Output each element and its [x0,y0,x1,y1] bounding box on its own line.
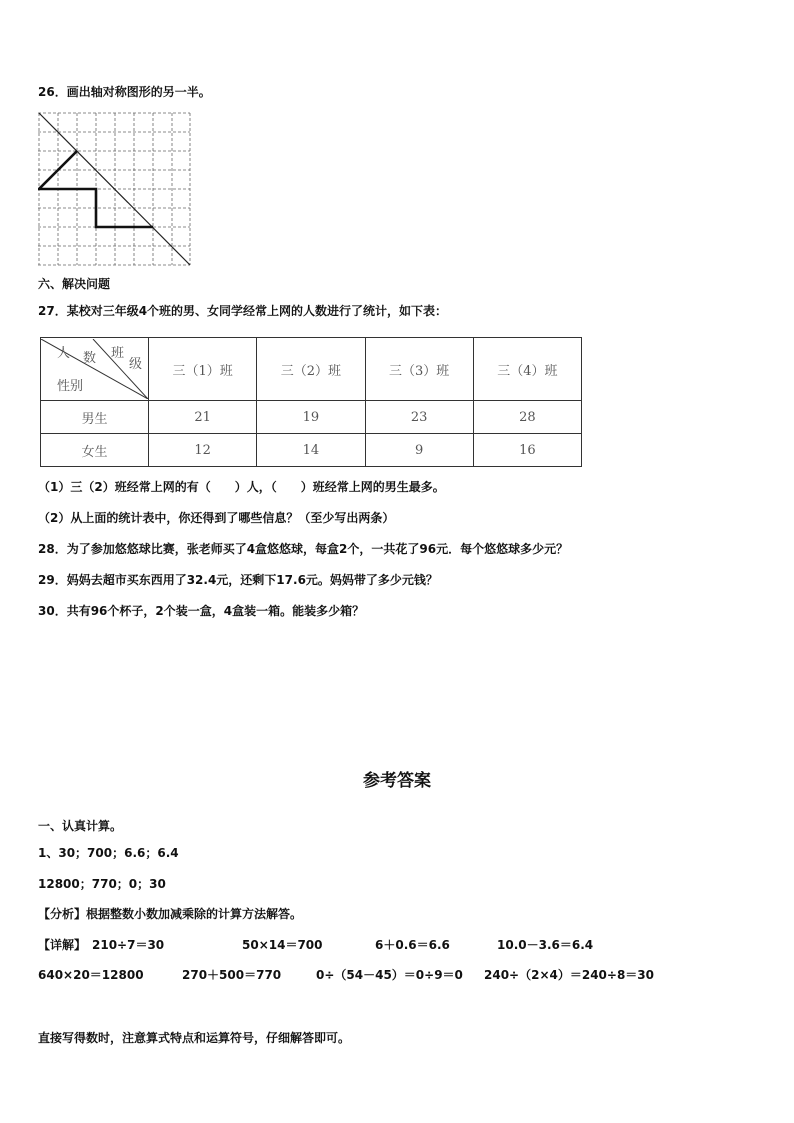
answer-key-title: 参考答案 [363,771,431,791]
equation: 10.0－3.6＝6.4 [497,938,594,952]
answer-1-line-b: 12800；770；0；30 [38,877,166,891]
table-row-boys [41,401,582,434]
equation: 50×14＝700 [242,938,323,952]
equation: 640×20＝12800 [38,968,144,982]
grid-svg [38,112,192,268]
question-27-part-2: （2）从上面的统计表中，你还得到了哪些信息？（至少写出两条） [38,511,395,525]
column-header: 三（2）班 [257,338,365,401]
corner-label-gender: 性别 [57,379,84,394]
column-header: 三（4）班 [473,338,581,401]
table-cell: 21 [149,401,257,434]
question-27-part-1: （1）三（2）班经常上网的有（ ）人，（ ）班经常上网的男生最多。 [38,480,445,494]
corner-label-ban: 班 [111,346,125,361]
analysis-text: 【分析】根据整数小数加减乘除的计算方法解答。 [38,907,303,921]
corner-label-shu: 数 [83,351,97,366]
corner-label-ren: 人 [57,346,71,361]
column-header: 三（3）班 [365,338,473,401]
question-30: 30．共有96个杯子，2个装一盒，4盒装一箱。能装多少箱？ [38,604,365,618]
answer-section-1-heading: 一、认真计算。 [38,819,123,833]
equation: 6＋0.6＝6.6 [375,938,450,952]
corner-label-ji: 级 [129,357,143,372]
table-cell: 16 [473,434,581,467]
question-26: 26．画出轴对称图形的另一半。 [38,85,211,99]
note-text: 直接写得数时，注意算式特点和运算符号，仔细解答即可。 [38,1031,351,1045]
table-cell: 23 [365,401,473,434]
equation: 270＋500＝770 [182,968,282,982]
row-label: 男生 [41,401,149,434]
header-corner-cell [41,338,149,401]
equation: 240÷（2×4）＝240÷8＝30 [484,968,655,982]
symmetry-grid-figure [38,112,192,272]
table-header-row [41,338,582,401]
statistics-table [40,337,582,467]
table-row-girls [41,434,582,467]
question-29: 29．妈妈去超市买东西用了32.4元，还剩下17.6元。妈妈带了多少元钱？ [38,573,438,587]
row-label: 女生 [41,434,149,467]
table-cell: 28 [473,401,581,434]
table-cell: 9 [365,434,473,467]
equation: 0÷（54－45）＝0÷9＝0 [316,968,463,982]
answer-1-line-a: 1、30；700；6.6；6.4 [38,846,179,860]
section-6-heading: 六、解决问题 [38,277,111,291]
question-28: 28．为了参加悠悠球比赛，张老师买了4盒悠悠球，每盒2个，一共花了96元．每个悠悠球多少元？ [38,542,569,556]
table-cell: 14 [257,434,365,467]
detail-label: 【详解】 [38,938,87,952]
equation: 210÷7＝30 [92,938,165,952]
table-cell: 12 [149,434,257,467]
question-27: 27．某校对三年级4个班的男、女同学经常上网的人数进行了统计，如下表： [38,304,448,318]
table-cell: 19 [257,401,365,434]
column-header: 三（1）班 [149,338,257,401]
